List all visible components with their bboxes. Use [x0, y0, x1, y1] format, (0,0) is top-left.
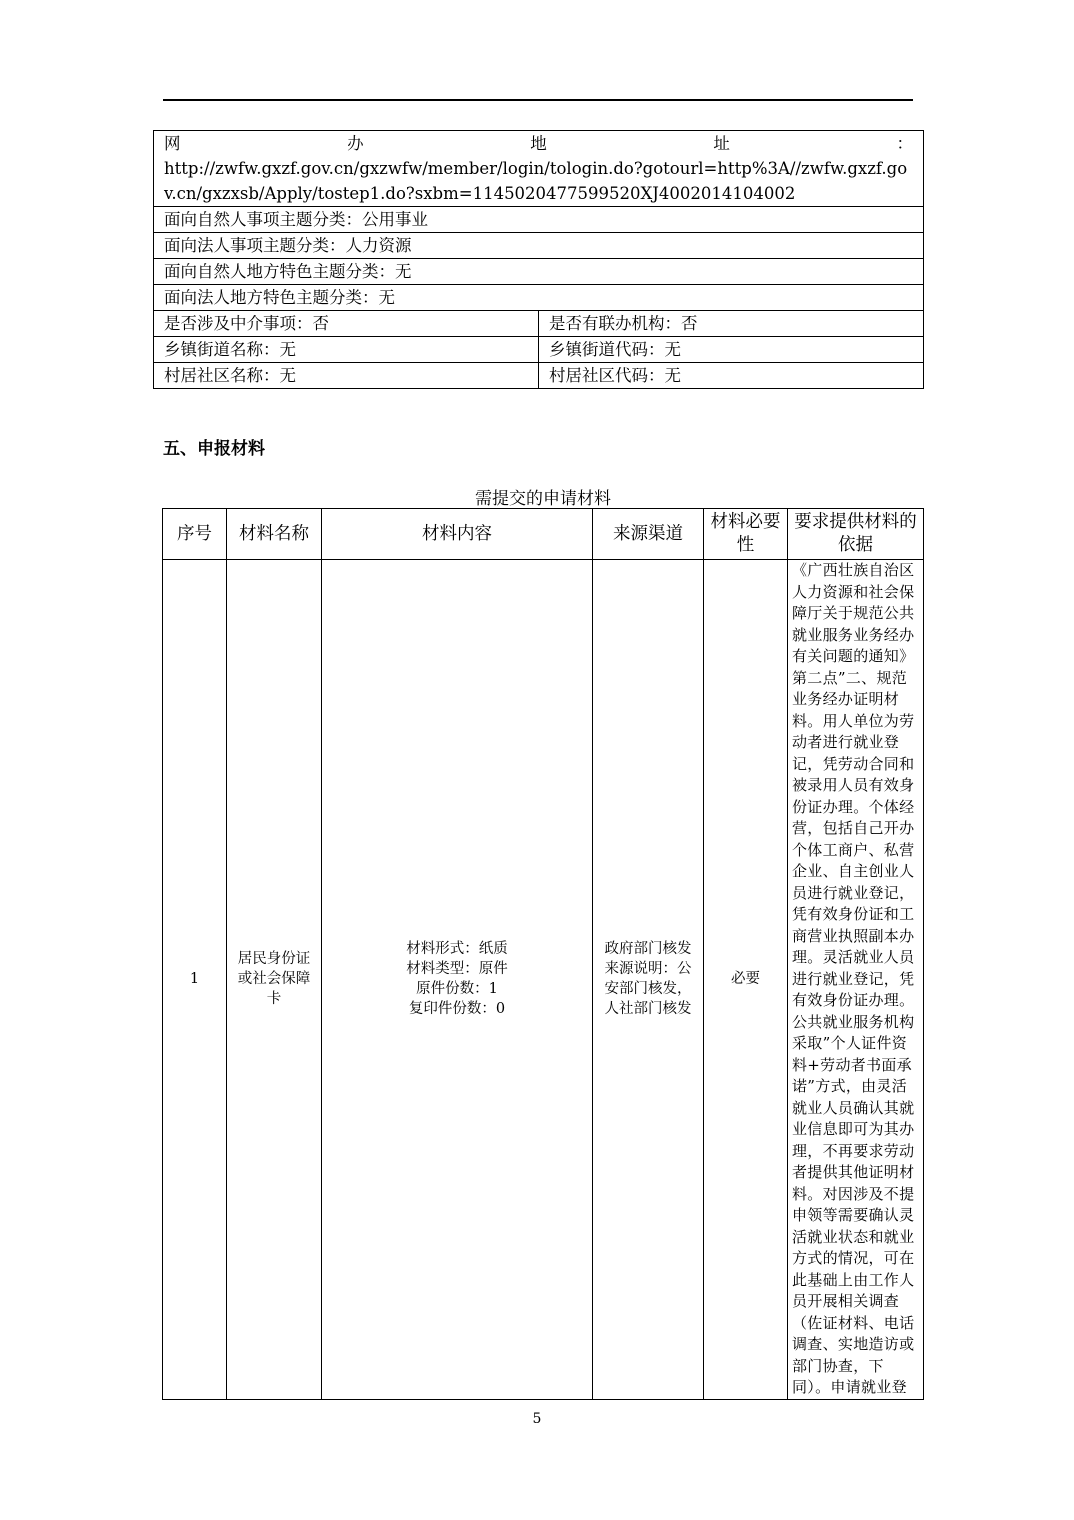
row-source: [593, 560, 704, 1400]
content-line-type: 材料类型：原件: [406, 961, 508, 978]
materials-table: [162, 508, 924, 1400]
header-name: 材料名称: [227, 509, 322, 560]
online-address-label-char: 办: [347, 134, 364, 153]
table-caption: 需提交的申请材料: [475, 489, 611, 509]
online-address-label-char: 网: [164, 134, 181, 153]
online-address-row: [154, 131, 924, 207]
legal-person-local-topic: 面向法人地方特色主题分类：无: [154, 285, 924, 311]
row-basis: [788, 560, 924, 1400]
town-code-field: 乡镇街道代码：无: [539, 337, 924, 363]
online-address-label: [164, 131, 913, 156]
online-address-url[interactable]: http://zwfw.gxzf.gov.cn/gxzwfw/member/login/tologin.do?gotourl=http%3A//zwfw.gxzf.gov.cn/gxzxsb/Apply/tostep1.do?sxbm=1145020477599520XJ4002014104002: [164, 159, 908, 203]
online-address-cell: [154, 131, 924, 207]
row-index: 1: [163, 560, 227, 1400]
online-address-label-char: ：: [896, 134, 913, 153]
page-number: 5: [532, 1411, 542, 1427]
content-line-form: 材料形式：纸质: [406, 941, 508, 958]
header-necessity: 材料必要性: [704, 509, 788, 560]
town-name-field: 乡镇街道名称：无: [154, 337, 539, 363]
header-content: 材料内容: [322, 509, 593, 560]
header-rule: [163, 99, 913, 101]
info-table: [153, 130, 924, 389]
materials-header-row: [163, 509, 924, 560]
online-address-label-char: 地: [530, 134, 547, 153]
table-row: [163, 560, 924, 1400]
content-line-copy-count: 复印件份数：0: [408, 1001, 506, 1018]
row-necessity: 必要: [704, 560, 788, 1400]
row-material-name-text: 居民身份证或社会保障卡: [237, 951, 311, 1008]
intermediary-field: 是否涉及中介事项：否: [154, 311, 539, 337]
header-source: 来源渠道: [593, 509, 704, 560]
joint-agency-field: 是否有联办机构：否: [539, 311, 924, 337]
row-source-text: 政府部门核发来源说明：公安部门核发，人社部门核发: [604, 941, 692, 1018]
row-material-name: [227, 560, 322, 1400]
row-material-content: [322, 560, 593, 1400]
header-index: 序号: [163, 509, 227, 560]
legal-person-topic: 面向法人事项主题分类：人力资源: [154, 233, 924, 259]
natural-person-local-topic: 面向自然人地方特色主题分类：无: [154, 259, 924, 285]
row-basis-text: 《广西壮族自治区人力资源和社会保障厅关于规范公共就业服务业务经办有关问题的通知》第二点”二、规范业务经办证明材料。用人单位为劳动者进行就业登记，凭劳动合同和被录用人员有效身份证办理。个体经营，包括自己开办个体工商户、私营企业、自主创业人员进行就业登记，凭有效身份证和工商营业执照副本办理。灵活就业人员进行就业登记，凭有效身份证办理。公共就业服务机构采取”个人证件资料+劳动者书面承诺”方式，由灵活就业人员确认其就业信息即可为其办理，不再要求劳动者提供其他证明材料。对因涉及不提申领等需要确认灵活就业状态和就业方式的情况，可在此基础上由工作人员开展相关调查（佐证材料、电话调查、实地造访或部门协查，下同）。申请就业登: [792, 561, 915, 1396]
content-line-original-count: 原件份数：1: [416, 981, 498, 998]
section-title: 五、申报材料: [163, 439, 265, 459]
online-address-label-char: 址: [713, 134, 730, 153]
village-code-field: 村居社区代码：无: [539, 363, 924, 389]
header-basis: 要求提供材料的依据: [788, 509, 924, 560]
natural-person-topic: 面向自然人事项主题分类：公用事业: [154, 207, 924, 233]
village-name-field: 村居社区名称：无: [154, 363, 539, 389]
